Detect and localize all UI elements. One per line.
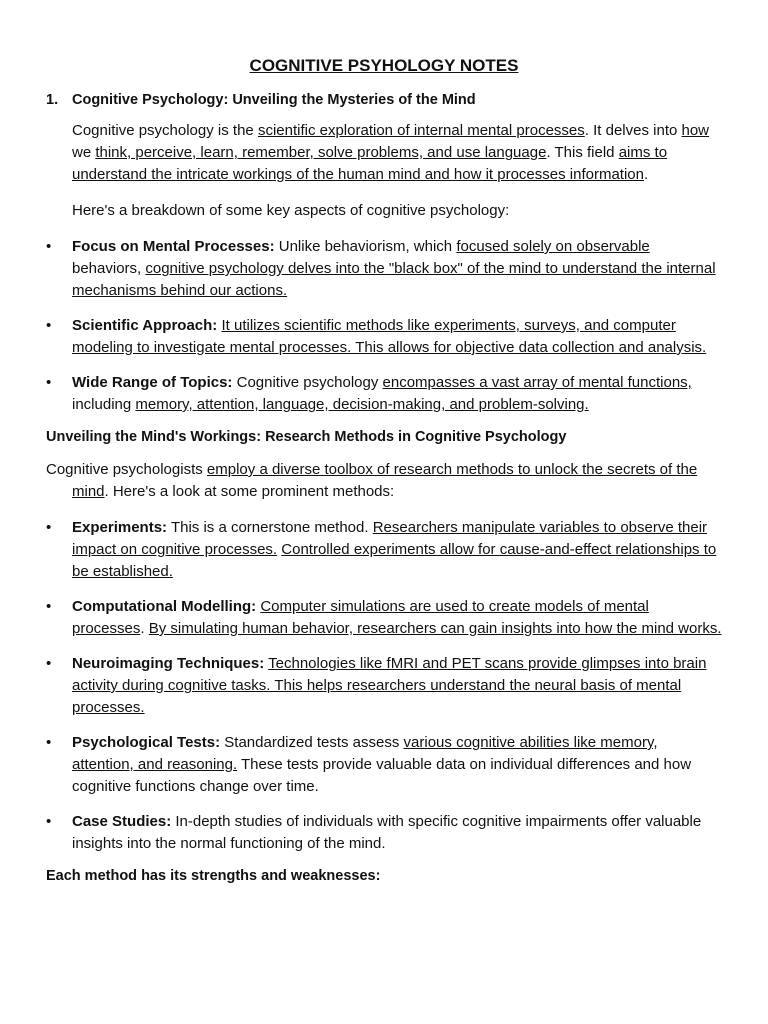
underlined-text: various cognitive abilities like memory, attention, and reasoning.	[72, 734, 658, 773]
text: These tests provide valuable data on individual differences and how cognitive functions change over time.	[72, 756, 692, 795]
list-item	[46, 653, 722, 719]
text: Unlike behaviorism, which	[274, 238, 457, 255]
underlined-text: memory, attention, language, decision-making, and problem-solving.	[135, 396, 589, 413]
bullet-label: Case Studies:	[72, 813, 172, 830]
bullet-icon: •	[46, 598, 52, 615]
text: This is a cornerstone method.	[167, 519, 373, 536]
underlined-text: It utilizes scientific methods like experiments, surveys, and computer modeling to investigate mental processes. This allows for objective data collection and analysis.	[72, 317, 707, 356]
bullet-label: Neuroimaging Techniques:	[72, 655, 265, 672]
underlined-text: how	[681, 122, 710, 139]
text: including	[72, 396, 136, 413]
section-1-breakdown: Here's a breakdown of some key aspects of cognitive psychology:	[72, 202, 510, 219]
underlined-text: Researchers manipulate variables to observe their impact on cognitive processes.	[72, 519, 708, 558]
text: Cognitive psychology is the	[72, 122, 258, 139]
text: . Here's a look at some prominent methods:	[104, 483, 395, 500]
bullet-label: Scientific Approach:	[72, 317, 218, 334]
underlined-text: think, perceive, learn, remember, solve problems, and use language	[95, 144, 547, 161]
text: .	[643, 166, 649, 183]
bullet-icon: •	[46, 317, 52, 334]
underlined-text: Controlled experiments allow for cause-and-effect relationships to be established.	[72, 541, 717, 580]
bullet-label: Wide Range of Topics:	[72, 374, 233, 391]
underlined-text: scientific exploration of internal mental processes	[257, 122, 585, 139]
list-item	[46, 596, 722, 640]
section-1-heading	[46, 92, 722, 108]
text: Cognitive psychology	[232, 374, 383, 391]
text: Standardized tests assess	[220, 734, 404, 751]
text: we	[72, 144, 96, 161]
text: Cognitive psychologists	[46, 461, 207, 478]
bullet-icon: •	[46, 374, 52, 391]
bullet-icon: •	[46, 655, 52, 672]
list-item	[46, 811, 722, 855]
text: .	[140, 620, 149, 637]
bullet-label: Computational Modelling:	[72, 598, 257, 615]
underlined-text: focused solely on observable	[456, 238, 650, 255]
section-2-heading: Unveiling the Mind's Workings: Research Methods in Cognitive Psychology	[46, 429, 567, 445]
list-item	[46, 372, 722, 416]
underlined-text: By simulating human behavior, researchers can gain insights into how the mind works.	[148, 620, 722, 637]
underlined-text: cognitive psychology delves into the "black box" of the mind to understand the internal mechanisms behind our actions.	[72, 260, 716, 299]
bullet-icon: •	[46, 734, 52, 751]
underlined-text: aims to	[618, 144, 668, 161]
bullet-icon: •	[46, 238, 52, 255]
text: In-depth studies of individuals with specific cognitive impairments offer valuable insights into the normal functioning of the mind.	[72, 813, 702, 852]
list-item	[46, 236, 722, 302]
underlined-text: Technologies like fMRI and PET scans provide glimpses into brain activity during cognitive tasks. This helps researchers understand the neural basis of mental processes.	[72, 655, 707, 716]
bullet-icon: •	[46, 519, 52, 536]
section-1-intro	[46, 120, 722, 186]
section-2-closing: Each method has its strengths and weaknesses:	[46, 868, 381, 884]
text: . This field	[546, 144, 619, 161]
underlined-text: Computer simulations are used to create models of mental processes	[72, 598, 649, 637]
section-1-number: 1.	[46, 92, 59, 108]
text: behaviors,	[72, 260, 146, 277]
bullet-icon: •	[46, 813, 52, 830]
list-item	[46, 517, 722, 583]
bullet-label: Focus on Mental Processes:	[72, 238, 275, 255]
underlined-text: encompasses a vast array of mental functions,	[382, 374, 692, 391]
underlined-text: employ a diverse toolbox of research methods to unlock the secrets of the mind	[72, 461, 698, 500]
underlined-text: understand the intricate workings of the human mind and how it processes information	[72, 166, 644, 183]
text: . It delves into	[584, 122, 682, 139]
bullet-label: Experiments:	[72, 519, 168, 536]
list-item	[46, 732, 722, 798]
section-1-heading-text: Cognitive Psychology: Unveiling the Mysteries of the Mind	[72, 92, 476, 108]
list-item	[46, 315, 722, 359]
page-title: COGNITIVE PSYHOLOGY NOTES	[249, 56, 519, 75]
bullet-label: Psychological Tests:	[72, 734, 221, 751]
section-2-intro	[46, 459, 722, 503]
